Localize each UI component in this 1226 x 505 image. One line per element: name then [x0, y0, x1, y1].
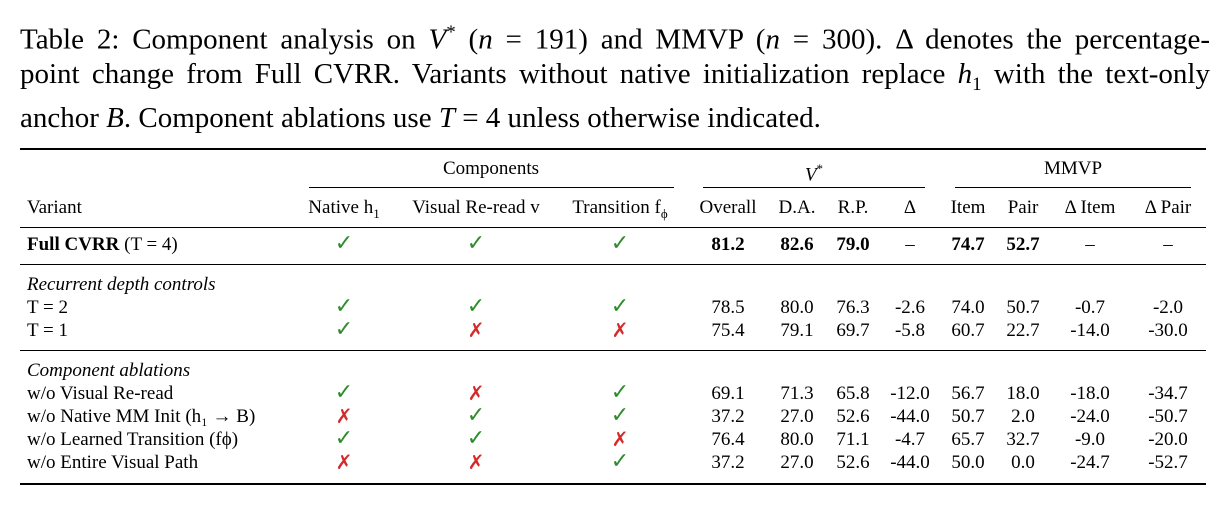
cell-delta-item: -9.0	[1074, 429, 1106, 450]
cell-da: 80.0	[780, 297, 814, 318]
cell-pair: 0.0	[1011, 452, 1035, 473]
cell-delta: -2.6	[894, 297, 926, 318]
col-header-transition	[572, 197, 667, 225]
group-header-mmvp: MMVP	[1043, 158, 1103, 179]
caption-line-2	[20, 57, 1210, 102]
cell-rp: 76.3	[836, 297, 870, 318]
visual-reread-check-icon: ✓	[466, 426, 486, 451]
vstar-symbol: V	[804, 164, 817, 186]
full-row-variant-name: Full CVRR	[27, 234, 120, 255]
cell-pair: 22.7	[1006, 320, 1040, 341]
cell-overall: 69.1	[711, 383, 745, 404]
caption-text: (	[455, 23, 479, 56]
native-h1-cross-icon: ✗	[335, 450, 353, 474]
visual-reread-check-icon: ✓	[466, 231, 486, 256]
native-h1-check-icon: ✓	[334, 380, 354, 405]
cell-delta-item: –	[1085, 234, 1095, 255]
row-label: w/o Entire Visual Path	[27, 452, 199, 473]
cell-da: 27.0	[780, 406, 814, 427]
cell-overall: 78.5	[711, 297, 745, 318]
cell-overall: 81.2	[711, 234, 745, 255]
transition-check-icon: ✓	[610, 449, 630, 474]
table-caption	[20, 16, 1210, 135]
col-header-visual-reread: Visual Re-read v	[412, 197, 540, 218]
col-header-sub: 1	[373, 205, 380, 221]
full-row-variant-suffix: (T = 4)	[124, 234, 178, 255]
cell-item: 74.7	[951, 234, 985, 255]
col-header-delta-item: Δ Item	[1064, 197, 1116, 218]
caption-text: = 4 unless otherwise indicated.	[454, 102, 821, 135]
cell-rp: 69.7	[836, 320, 870, 341]
group-header-components: Components	[442, 158, 540, 179]
cell-pair: 50.7	[1006, 297, 1040, 318]
visual-reread-cross-icon: ✗	[467, 381, 485, 405]
cell-da: 82.6	[780, 234, 814, 255]
cell-delta-item: -0.7	[1074, 297, 1106, 318]
transition-cross-icon: ✗	[611, 427, 629, 451]
cell-delta: -12.0	[890, 383, 930, 404]
cell-overall: 37.2	[711, 452, 745, 473]
col-header-rp: R.P.	[837, 197, 869, 218]
cell-delta: -44.0	[890, 452, 930, 473]
cell-delta-item: -24.0	[1070, 406, 1110, 427]
col-header-pair: Pair	[1007, 197, 1039, 218]
cell-delta: -5.8	[894, 320, 926, 341]
row-label: w/o Native MM Init (h₁ → B)	[27, 406, 256, 427]
cell-delta-pair: -34.7	[1148, 383, 1188, 404]
cell-rp: 79.0	[836, 234, 870, 255]
cell-delta: –	[905, 234, 915, 255]
cell-item: 50.7	[951, 406, 985, 427]
cell-da: 71.3	[780, 383, 814, 404]
caption-text: Table 2: Component analysis on	[20, 23, 429, 56]
section-title-recurrent: Recurrent depth controls	[27, 274, 216, 295]
native-h1-check-icon: ✓	[334, 294, 354, 319]
col-header-delta: Δ	[903, 197, 917, 218]
transition-cross-icon: ✗	[611, 318, 629, 342]
row-label: T = 2	[27, 297, 68, 318]
transition-check-icon: ✓	[610, 294, 630, 319]
header-rule	[20, 227, 1206, 228]
cell-item: 60.7	[951, 320, 985, 341]
caption-text: with the text-only	[981, 57, 1210, 90]
cell-item: 65.7	[951, 429, 985, 450]
visual-reread-check-icon: ✓	[466, 403, 486, 428]
col-header-native-h1	[308, 197, 379, 225]
col-header-overall: Overall	[699, 197, 757, 218]
vstar-sup: *	[816, 161, 824, 176]
visual-reread-check-icon: ✓	[466, 294, 486, 319]
cell-pair: 32.7	[1006, 429, 1040, 450]
cell-delta-item: -18.0	[1070, 383, 1110, 404]
col-header-da: D.A.	[778, 197, 816, 218]
caption-math: B	[106, 102, 124, 135]
cell-overall: 75.4	[711, 320, 745, 341]
visual-reread-cross-icon: ✗	[467, 450, 485, 474]
cell-delta: -4.7	[894, 429, 926, 450]
caption-text: anchor	[20, 102, 107, 135]
cell-da: 80.0	[780, 429, 814, 450]
section-title-ablations: Component ablations	[27, 360, 191, 381]
col-header-variant: Variant	[27, 197, 82, 218]
cell-overall: 37.2	[711, 406, 745, 427]
cell-overall: 76.4	[711, 429, 745, 450]
cell-delta-pair: –	[1163, 234, 1173, 255]
cell-delta-pair: -2.0	[1152, 297, 1184, 318]
caption-line-3	[20, 101, 1210, 135]
caption-text: point change from Full CVRR. Variants without native initialization replace	[20, 57, 958, 90]
cell-delta-pair: -52.7	[1148, 452, 1188, 473]
cell-delta: -44.0	[890, 406, 930, 427]
caption-text: . Component ablations use	[123, 102, 439, 135]
caption-text: = 300). Δ denotes the percentage-	[779, 23, 1210, 56]
native-h1-check-icon: ✓	[334, 426, 354, 451]
caption-math: h	[957, 57, 973, 90]
row-label: w/o Learned Transition (fϕ)	[27, 429, 239, 450]
section2-rule	[20, 350, 1206, 351]
transition-check-icon: ✓	[610, 403, 630, 428]
group-header-vstar	[805, 158, 823, 186]
caption-math: n	[765, 23, 780, 56]
row-label: T = 1	[27, 320, 68, 341]
col-header-text: Native h	[308, 197, 374, 218]
cell-rp: 71.1	[836, 429, 870, 450]
cell-da: 27.0	[780, 452, 814, 473]
caption-math: n	[478, 23, 493, 56]
caption-text: = 191) and MMVP (	[492, 23, 766, 56]
caption-math: T	[438, 102, 455, 135]
caption-math: *	[446, 22, 456, 43]
cell-pair: 18.0	[1006, 383, 1040, 404]
mmvp-cmidrule	[955, 187, 1191, 188]
vstar-cmidrule	[703, 187, 925, 188]
native-h1-check-icon: ✓	[334, 317, 354, 342]
col-header-text: Transition f	[572, 197, 661, 218]
cell-delta-item: -24.7	[1070, 452, 1110, 473]
cell-delta-item: -14.0	[1070, 320, 1110, 341]
cell-da: 79.1	[780, 320, 814, 341]
components-cmidrule	[309, 187, 674, 188]
cell-rp: 52.6	[836, 452, 870, 473]
visual-reread-cross-icon: ✗	[467, 318, 485, 342]
caption-line-1	[20, 16, 1210, 57]
table-bottom-rule	[20, 483, 1206, 485]
table-top-rule	[20, 148, 1206, 150]
section1-rule	[20, 264, 1206, 265]
row-label: w/o Visual Re-read	[27, 383, 174, 404]
caption-math: V	[428, 23, 447, 56]
cell-rp: 52.6	[836, 406, 870, 427]
cell-rp: 65.8	[836, 383, 870, 404]
transition-check-icon: ✓	[610, 231, 630, 256]
cell-item: 50.0	[951, 452, 985, 473]
transition-check-icon: ✓	[610, 380, 630, 405]
col-header-delta-pair: Δ Pair	[1144, 197, 1192, 218]
cell-delta-pair: -30.0	[1148, 320, 1188, 341]
full-row-variant	[27, 234, 178, 256]
caption-math: 1	[972, 73, 982, 95]
cell-item: 74.0	[951, 297, 985, 318]
cell-pair: 52.7	[1006, 234, 1040, 255]
cell-delta-pair: -50.7	[1148, 406, 1188, 427]
col-header-sub: ϕ	[660, 205, 668, 221]
native-h1-cross-icon: ✗	[335, 404, 353, 428]
col-header-item: Item	[950, 197, 986, 218]
native-h1-check-icon: ✓	[334, 231, 354, 256]
cell-item: 56.7	[951, 383, 985, 404]
cell-delta-pair: -20.0	[1148, 429, 1188, 450]
cell-pair: 2.0	[1011, 406, 1035, 427]
